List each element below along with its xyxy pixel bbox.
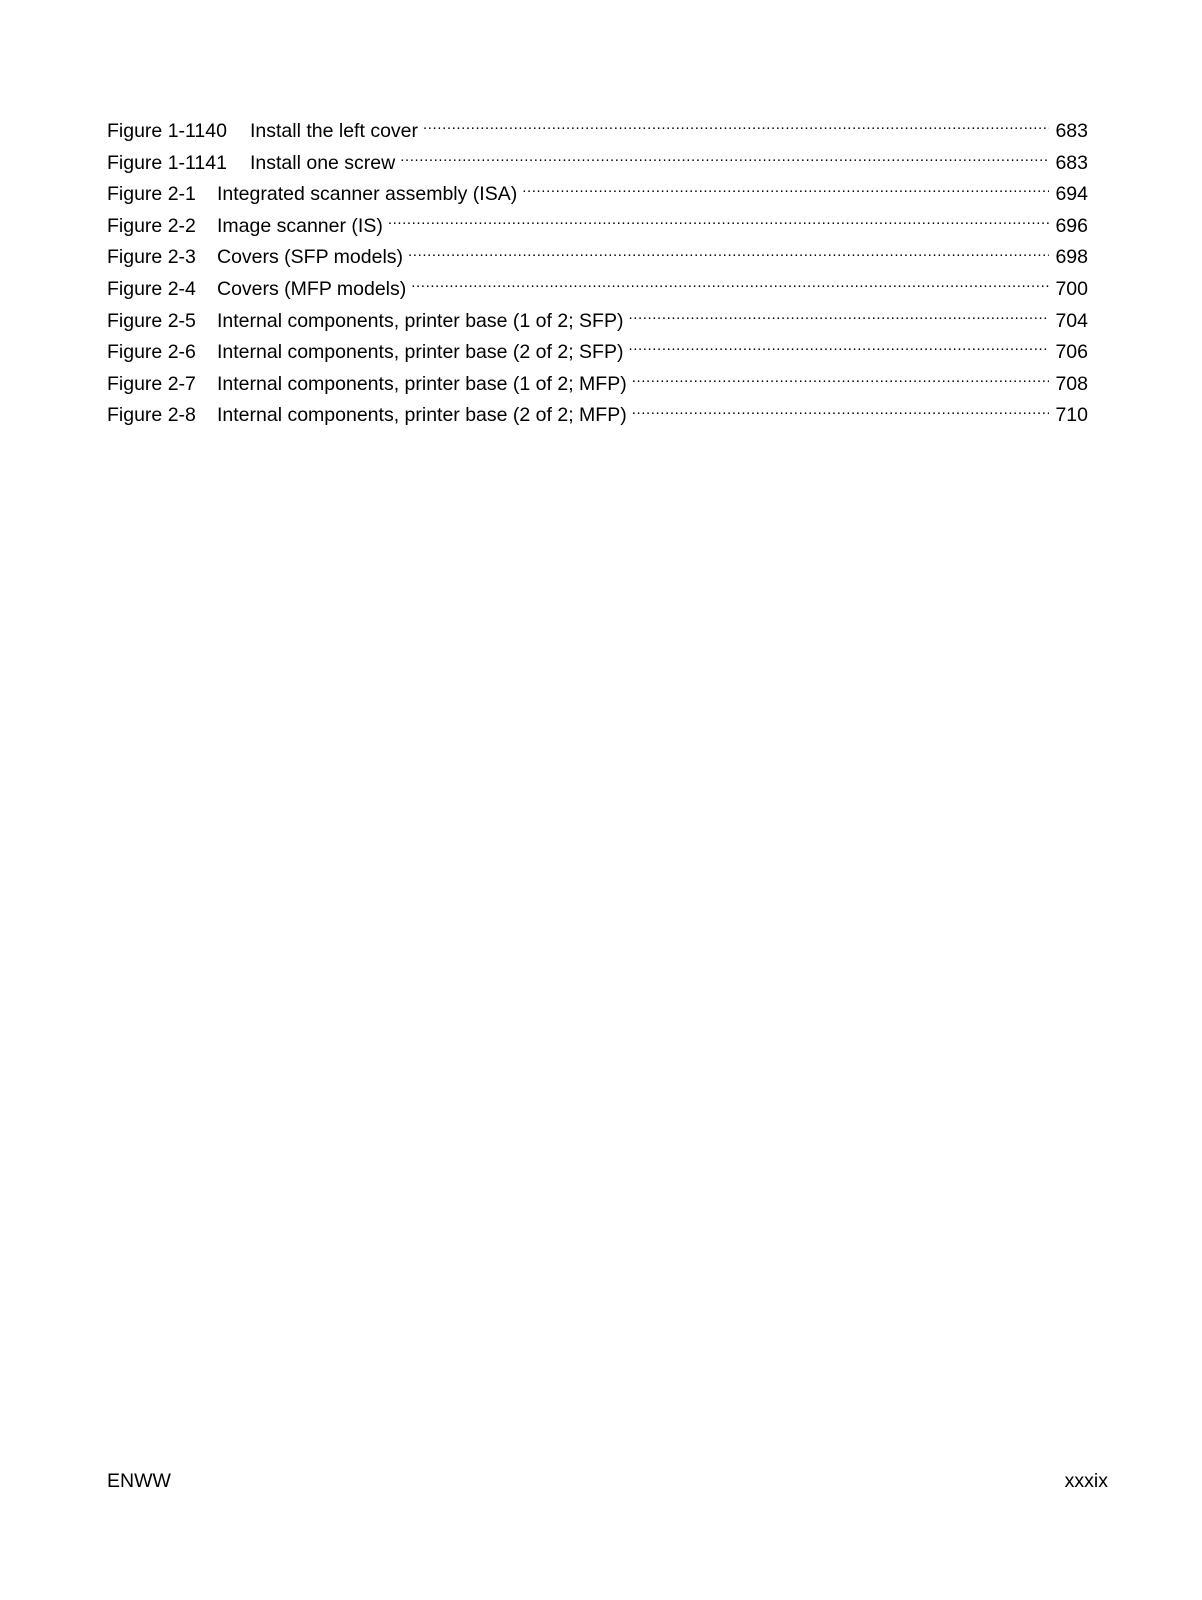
page-number: 708 (1055, 372, 1088, 395)
figure-number: Figure 2-1 (107, 183, 196, 206)
toc-entry[interactable] (107, 337, 1088, 369)
dot-leader (388, 212, 1050, 232)
figure-title: Internal components, printer base (1 of 2; SFP) (217, 309, 624, 332)
dot-leader (400, 149, 1049, 169)
dot-leader (423, 118, 1049, 138)
figure-number: Figure 2-2 (107, 214, 196, 237)
figure-number: Figure 2-3 (107, 246, 196, 269)
dot-leader (628, 339, 1049, 359)
toc-entry[interactable] (107, 242, 1088, 274)
figure-title: Internal components, printer base (1 of 2; MFP) (217, 372, 627, 395)
toc-entry[interactable] (107, 179, 1088, 211)
dot-leader (408, 244, 1049, 264)
figure-title: Integrated scanner assembly (ISA) (217, 183, 518, 206)
toc-entry[interactable] (107, 116, 1088, 148)
toc-entry[interactable] (107, 274, 1088, 306)
figure-number: Figure 2-6 (107, 341, 196, 364)
page-number: 698 (1055, 246, 1088, 269)
dot-leader (522, 181, 1049, 201)
figure-title: Install the left cover (250, 120, 418, 142)
page-number: 706 (1055, 341, 1088, 364)
figure-title: Internal components, printer base (2 of 2; MFP) (217, 404, 627, 427)
figure-title: Covers (MFP models) (217, 277, 407, 300)
toc-entry[interactable] (107, 211, 1088, 243)
list-of-figures (107, 116, 1088, 432)
page-number: 700 (1055, 277, 1088, 300)
footer-document-code: ENWW (107, 1470, 171, 1492)
figure-number: Figure 1-1140 (107, 120, 227, 142)
page-number: 710 (1055, 404, 1088, 427)
figure-number: Figure 2-7 (107, 372, 196, 395)
footer-page-number: xxxix (1064, 1470, 1108, 1492)
page-number: 696 (1055, 214, 1088, 237)
figure-number: Figure 1-1141 (107, 151, 227, 174)
page-number: 694 (1055, 183, 1088, 206)
figure-title: Install one screw (250, 151, 396, 174)
figure-number: Figure 2-8 (107, 404, 196, 427)
page-number: 704 (1055, 309, 1088, 332)
toc-entry[interactable] (107, 306, 1088, 338)
figure-title: Image scanner (IS) (217, 214, 383, 237)
figure-title: Internal components, printer base (2 of 2; SFP) (217, 341, 624, 364)
page-number: 683 (1055, 120, 1088, 142)
figure-number: Figure 2-5 (107, 309, 196, 332)
dot-leader (411, 275, 1049, 295)
toc-entry[interactable] (107, 369, 1088, 401)
figure-number: Figure 2-4 (107, 277, 196, 300)
page-number: 683 (1055, 151, 1088, 174)
toc-entry[interactable] (107, 400, 1088, 432)
dot-leader (628, 307, 1049, 327)
dot-leader (632, 402, 1050, 422)
toc-entry[interactable] (107, 148, 1088, 180)
dot-leader (632, 370, 1050, 390)
figure-title: Covers (SFP models) (217, 246, 404, 269)
